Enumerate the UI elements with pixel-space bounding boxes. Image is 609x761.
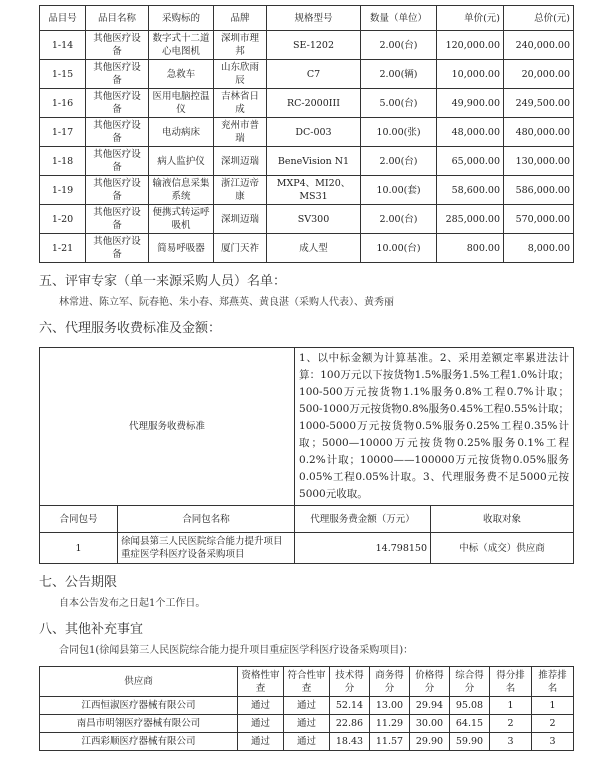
table-cell: 570,000.00	[504, 205, 574, 234]
fee-standard-row	[40, 348, 574, 506]
header-cell: 规格型号	[267, 6, 361, 31]
table-row	[40, 176, 574, 205]
table-cell: 浙江迈帝康	[214, 176, 267, 205]
items-table	[39, 5, 574, 263]
table-row	[40, 118, 574, 147]
header-cell: 品目号	[40, 6, 86, 31]
table-row	[40, 89, 574, 118]
table-cell: 49,900.00	[437, 89, 504, 118]
table-cell: 1-17	[40, 118, 86, 147]
table-cell: 通过	[284, 697, 330, 715]
table-cell: 29.94	[410, 697, 450, 715]
table-cell: 其他医疗设备	[86, 118, 149, 147]
section8-title: 八、其他补充事宜	[39, 622, 144, 637]
table-cell: 通过	[284, 733, 330, 751]
table-cell: 5.00(台)	[361, 89, 437, 118]
table-cell: 吉林省日成	[214, 89, 267, 118]
table-cell: 电动病床	[149, 118, 214, 147]
table-cell: SE-1202	[267, 31, 361, 60]
table-cell: MXP4、MI20、MS31	[267, 176, 361, 205]
scores-table	[39, 666, 574, 751]
package-caption: 合同包1(徐闻县第三人民医院综合能力提升项目重症医学科医疗设备采购项目)：	[59, 645, 414, 656]
header-cell: 收取对象	[431, 506, 574, 533]
section5-title: 五、评审专家（单一来源采购人员）名单：	[39, 274, 287, 289]
table-cell: 64.15	[450, 715, 490, 733]
table-cell: 95.08	[450, 697, 490, 715]
header-cell: 合同包名称	[118, 506, 295, 533]
table-cell: 其他医疗设备	[86, 205, 149, 234]
table-row	[40, 715, 574, 733]
table-row	[40, 733, 574, 751]
header-cell: 代理服务费金额（万元）	[295, 506, 431, 533]
table-cell: 其他医疗设备	[86, 147, 149, 176]
table-cell: 22.86	[330, 715, 370, 733]
table-cell: 18.43	[330, 733, 370, 751]
table-cell: 480,000.00	[504, 118, 574, 147]
table-cell: 2.00(台)	[361, 31, 437, 60]
header-cell: 品目名称	[86, 6, 149, 31]
table-cell: 58,600.00	[437, 176, 504, 205]
header-cell: 推荐排名	[532, 667, 574, 697]
table-cell: 10,000.00	[437, 60, 504, 89]
header-cell: 资格性审查	[238, 667, 284, 697]
table-cell: 2.00(台)	[361, 147, 437, 176]
table-cell: 59.90	[450, 733, 490, 751]
header-cell: 得分排名	[490, 667, 532, 697]
table-cell: 1-14	[40, 31, 86, 60]
package-name: 徐闻县第三人民医院综合能力提升项目重症医学科医疗设备采购项目	[118, 533, 295, 564]
table-cell: 52.14	[330, 697, 370, 715]
table-row	[40, 60, 574, 89]
table-cell: 10.00(套)	[361, 176, 437, 205]
table-row	[40, 533, 574, 564]
table-cell: 1	[532, 697, 574, 715]
table-cell: 13.00	[370, 697, 410, 715]
table-cell: 兖州市普瑞	[214, 118, 267, 147]
header-cell: 采购标的	[149, 6, 214, 31]
table-cell: 20,000.00	[504, 60, 574, 89]
table-cell: 1-20	[40, 205, 86, 234]
table-header-row	[40, 667, 574, 697]
table-cell: 30.00	[410, 715, 450, 733]
table-row	[40, 147, 574, 176]
table-cell: 南昌市明翎医疗器械有限公司	[40, 715, 238, 733]
table-row	[40, 205, 574, 234]
table-cell: 山东欣雨辰	[214, 60, 267, 89]
header-cell: 总价(元)	[504, 6, 574, 31]
table-cell: 1-18	[40, 147, 86, 176]
table-cell: 通过	[238, 715, 284, 733]
table-cell: 简易呼吸器	[149, 234, 214, 263]
table-cell: 10.00(张)	[361, 118, 437, 147]
table-cell: 65,000.00	[437, 147, 504, 176]
header-cell: 符合性审查	[284, 667, 330, 697]
table-cell: 输液信息采集系统	[149, 176, 214, 205]
table-cell: 江西彩顺医疗器械有限公司	[40, 733, 238, 751]
table-header-row	[40, 506, 574, 533]
table-cell: DC-003	[267, 118, 361, 147]
header-cell: 品牌	[214, 6, 267, 31]
table-cell: 1-19	[40, 176, 86, 205]
table-row	[40, 234, 574, 263]
table-cell: 数字式十二道心电图机	[149, 31, 214, 60]
fee-amount: 14.798150	[295, 533, 431, 564]
header-cell: 技术得分	[330, 667, 370, 697]
table-cell: 2.00(台)	[361, 205, 437, 234]
table-cell: 11.29	[370, 715, 410, 733]
table-cell: 深圳市理邦	[214, 31, 267, 60]
expert-names: 林常进、陈立军、阮春艳、朱小春、郑燕英、黄良湛（采购人代表）、黄秀丽	[59, 297, 394, 308]
header-cell: 综合得分	[450, 667, 490, 697]
table-cell: 其他医疗设备	[86, 234, 149, 263]
table-header-row	[40, 6, 574, 31]
table-cell: 10.00(台)	[361, 234, 437, 263]
table-cell: 29.90	[410, 733, 450, 751]
table-cell: 其他医疗设备	[86, 60, 149, 89]
table-cell: 3	[490, 733, 532, 751]
table-cell: 11.57	[370, 733, 410, 751]
header-cell: 价格得分	[410, 667, 450, 697]
package-number: 1	[40, 533, 118, 564]
table-cell: 其他医疗设备	[86, 89, 149, 118]
table-cell: 深圳迈瑞	[214, 147, 267, 176]
table-cell: 800.00	[437, 234, 504, 263]
section6-title: 六、代理服务收费标准及金额：	[39, 321, 222, 336]
table-cell: 586,000.00	[504, 176, 574, 205]
table-cell: 1-15	[40, 60, 86, 89]
fee-standard-label: 代理服务收费标准	[40, 348, 295, 506]
fee-payer: 中标（成交）供应商	[431, 533, 574, 564]
table-cell: 通过	[238, 733, 284, 751]
table-cell: SV300	[267, 205, 361, 234]
table-cell: 通过	[284, 715, 330, 733]
table-cell: 1-21	[40, 234, 86, 263]
table-cell: C7	[267, 60, 361, 89]
table-row	[40, 31, 574, 60]
table-cell: 成人型	[267, 234, 361, 263]
table-cell: 通过	[238, 697, 284, 715]
section7-title: 七、公告期限	[39, 575, 118, 590]
table-cell: 深圳迈瑞	[214, 205, 267, 234]
table-cell: 其他医疗设备	[86, 176, 149, 205]
fee-table	[39, 347, 574, 564]
table-cell: 2.00(辆)	[361, 60, 437, 89]
table-cell: 3	[532, 733, 574, 751]
table-cell: 江西恒淑医疗器械有限公司	[40, 697, 238, 715]
fee-standard-text: 1、以中标金额为计算基准。2、采用差额定率累进法计算：100万元以下按货物1.5%服务1.5%工程1.0%计取；100-500万元按货物1.1%服务0.8%工程0.7%计取；500-1000万元按货物0.8%服务0.45%工程0.55%计取；1000-5000万元按货物0.5%服务0.25%工程0.35%计取；5000—10000万元按货物0.25%服务0.1%工程0.2%计取；10000——100000万元按货物0.05%服务0.05%工程0.05%计取。3、代理服务费不足5000元按5000元收取。	[295, 348, 574, 506]
table-cell: BeneVision N1	[267, 147, 361, 176]
table-cell: 249,500.00	[504, 89, 574, 118]
document-page	[39, 0, 573, 761]
header-cell: 供应商	[40, 667, 238, 697]
table-cell: 240,000.00	[504, 31, 574, 60]
table-cell: RC-2000III	[267, 89, 361, 118]
table-cell: 急救车	[149, 60, 214, 89]
table-cell: 285,000.00	[437, 205, 504, 234]
table-cell: 便携式转运呼吸机	[149, 205, 214, 234]
header-cell: 单价(元)	[437, 6, 504, 31]
table-cell: 120,000.00	[437, 31, 504, 60]
table-cell: 2	[490, 715, 532, 733]
table-cell: 48,000.00	[437, 118, 504, 147]
table-cell: 其他医疗设备	[86, 31, 149, 60]
table-row	[40, 697, 574, 715]
table-cell: 1-16	[40, 89, 86, 118]
notice-period-text: 自本公告发布之日起1个工作日。	[59, 598, 206, 609]
table-cell: 8,000.00	[504, 234, 574, 263]
table-cell: 130,000.00	[504, 147, 574, 176]
header-cell: 数量（单位）	[361, 6, 437, 31]
table-cell: 厦门天祚	[214, 234, 267, 263]
header-cell: 商务得分	[370, 667, 410, 697]
table-cell: 1	[490, 697, 532, 715]
table-cell: 医用电脑控温仪	[149, 89, 214, 118]
table-cell: 2	[532, 715, 574, 733]
table-cell: 病人监护仪	[149, 147, 214, 176]
header-cell: 合同包号	[40, 506, 118, 533]
